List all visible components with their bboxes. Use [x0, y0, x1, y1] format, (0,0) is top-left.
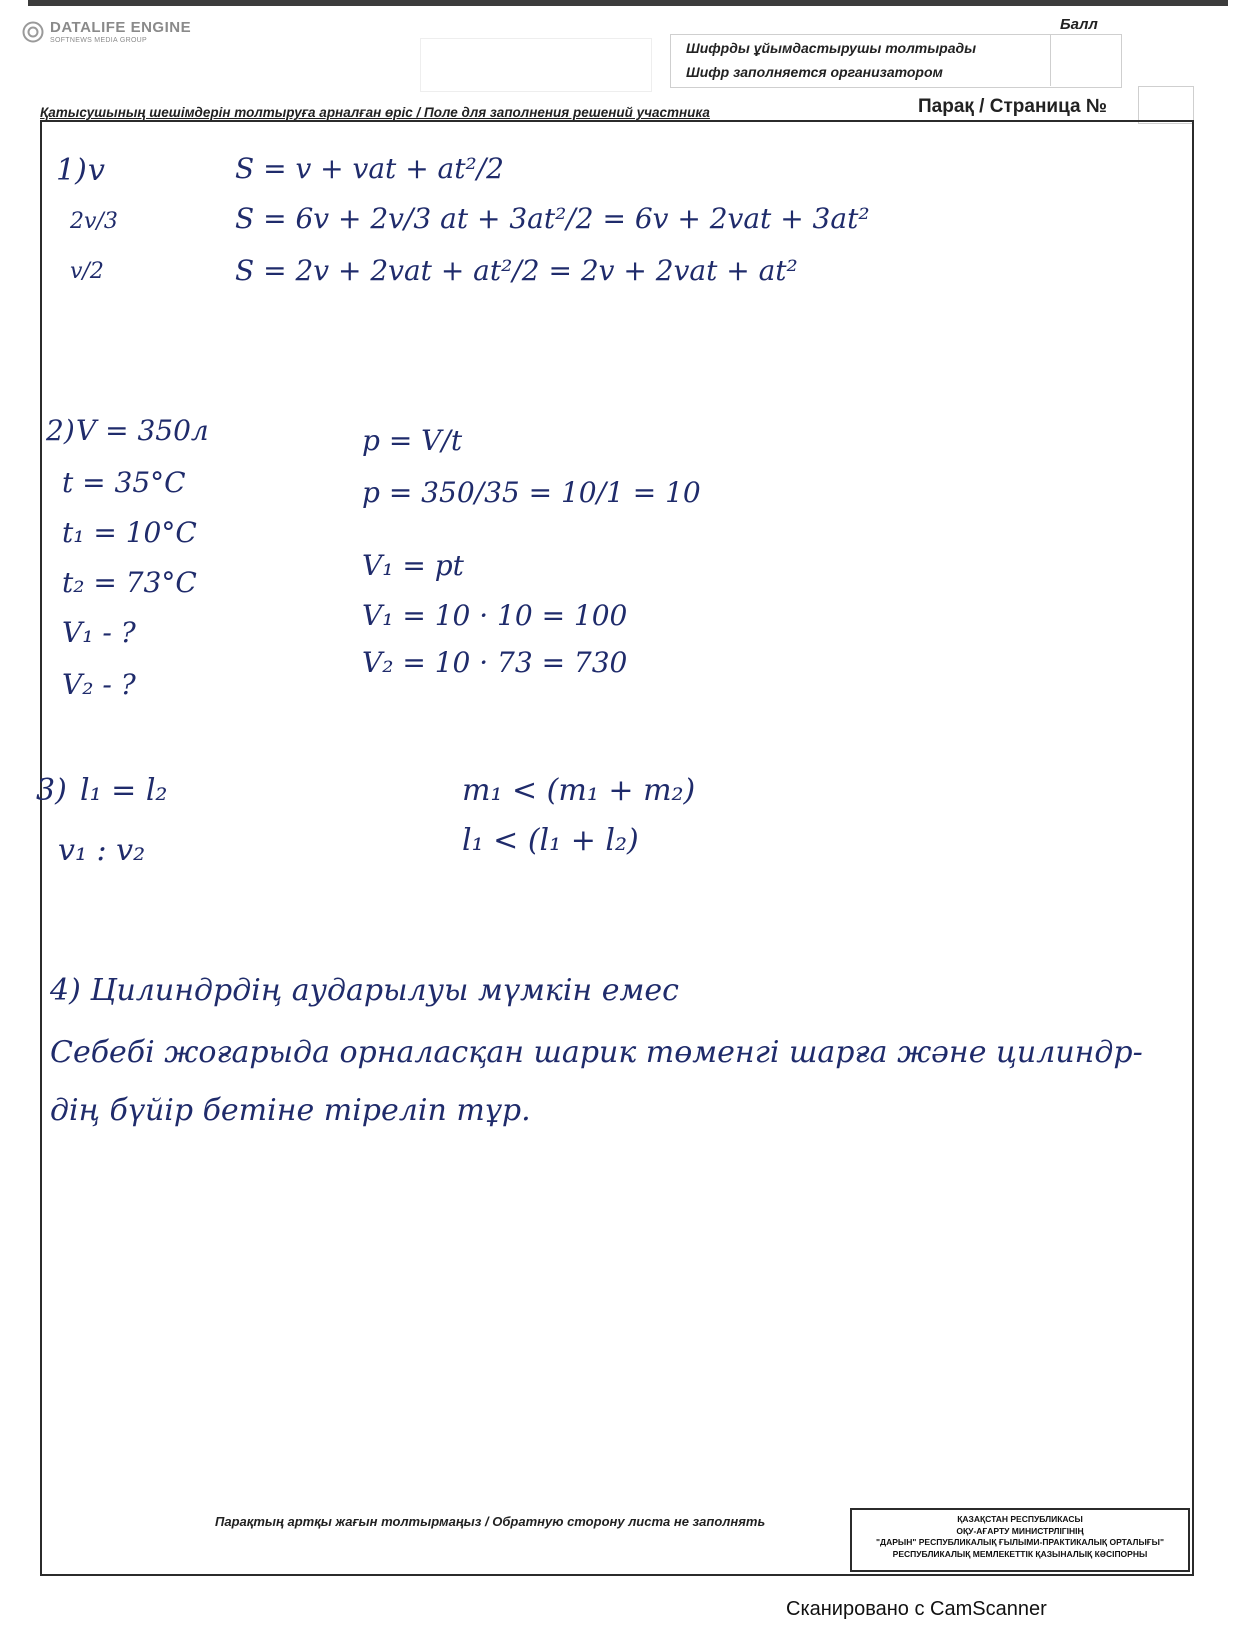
cipher-note-ru: Шифр заполняется организатором: [686, 64, 943, 80]
problem-1-given-1: v: [88, 153, 105, 188]
problem-2-line-5: V₂ = 10 · 73 = 730: [362, 646, 628, 679]
do-not-fill-back-note: Парақтың артқы жағын толтырмаңыз / Обратную сторону листа не заполнять: [215, 1514, 766, 1529]
problem-3-line-1: m₁ < (m₁ + m₂): [462, 773, 696, 808]
problem-2-given-3: t₁ = 10°C: [62, 516, 197, 549]
problem-2-given-4: t₂ = 73°C: [62, 566, 197, 599]
problem-2-given-2: t = 35°C: [62, 466, 186, 499]
problem-2: [45, 414, 701, 701]
problem-2-line-1: p = V/t: [362, 424, 463, 457]
problem-2-line-3: V₁ = pt: [362, 549, 464, 582]
solution-field-label: Қатысушының шешімдерін толтыруға арналған өріс / Поле для заполнения решений участника: [40, 105, 710, 120]
problem-4-line-3: дің бүйір бетіне тіреліп тұр.: [50, 1093, 531, 1128]
score-label: Балл: [1060, 16, 1098, 33]
problem-4: [49, 973, 1143, 1128]
problem-2-line-2: p = 350/35 = 10/1 = 10: [362, 476, 701, 509]
problem-1: [56, 152, 870, 287]
organization-stamp: [850, 1508, 1190, 1572]
problem-3-given-2: v₁ : v₂: [58, 833, 146, 868]
problem-3: [36, 773, 695, 868]
problem-4-line-2: Себебі жоғарыда орналасқан шарик төменгі шарға және цилиндр-: [50, 1035, 1143, 1070]
problem-1-given-3: v/2: [70, 259, 104, 284]
watermark-name: DATALIFE ENGINE: [50, 19, 192, 36]
scanner-credit: Сканировано с CamScanner: [786, 1598, 1047, 1620]
page-number-label: Парақ / Страница №: [918, 96, 1108, 117]
problem-2-given-5: V₁ - ?: [62, 616, 136, 649]
problem-3-given-1: l₁ = l₂: [80, 773, 168, 808]
problem-1-line-2: S = 6v + 2v/3 at + 3at²/2 = 6v + 2vat + 3at²: [235, 202, 870, 235]
problem-4-line-1: 4) Цилиндрдің аударылуы мүмкін емес: [50, 973, 679, 1008]
cipher-note-kz: Шифрды ұйымдастырушы толтырады: [686, 40, 977, 56]
problem-2-number: 2): [46, 414, 75, 447]
problem-2-line-4: V₁ = 10 · 10 = 100: [362, 599, 628, 632]
problem-1-line-3: S = 2v + 2vat + at²/2 = 2v + 2vat + at²: [235, 254, 798, 287]
watermark-subtitle: SOFTNEWS MEDIA GROUP: [50, 37, 148, 44]
stamp-line-4: РЕСПУБЛИКАЛЫҚ МЕМЛЕКЕТТІК ҚАЗЫНАЛЫҚ КӘСІПОРНЫ: [892, 1548, 1148, 1559]
problem-3-number: 3): [36, 773, 67, 808]
problem-3-line-2: l₁ < (l₁ + l₂): [462, 823, 639, 858]
stamp-line-1: ҚАЗАҚСТАН РЕСПУБЛИКАСЫ: [957, 1514, 1083, 1524]
problem-2-given-6: V₂ - ?: [62, 668, 136, 701]
problem-2-given-1: V = 350л: [76, 414, 209, 447]
problem-1-line-1: S = v + vat + at²/2: [235, 152, 504, 185]
problem-1-number: 1): [56, 153, 87, 188]
problem-1-given-2: 2v/3: [70, 209, 118, 234]
stamp-line-2: ОҚУ-АҒАРТУ МИНИСТРЛІГІНІҢ: [956, 1525, 1084, 1536]
stamp-line-3: "ДАРЫН" РЕСПУБЛИКАЛЫҚ ҒЫЛЫМИ-ПРАКТИКАЛЫҚ ОРТАЛЫҒЫ": [876, 1537, 1164, 1547]
